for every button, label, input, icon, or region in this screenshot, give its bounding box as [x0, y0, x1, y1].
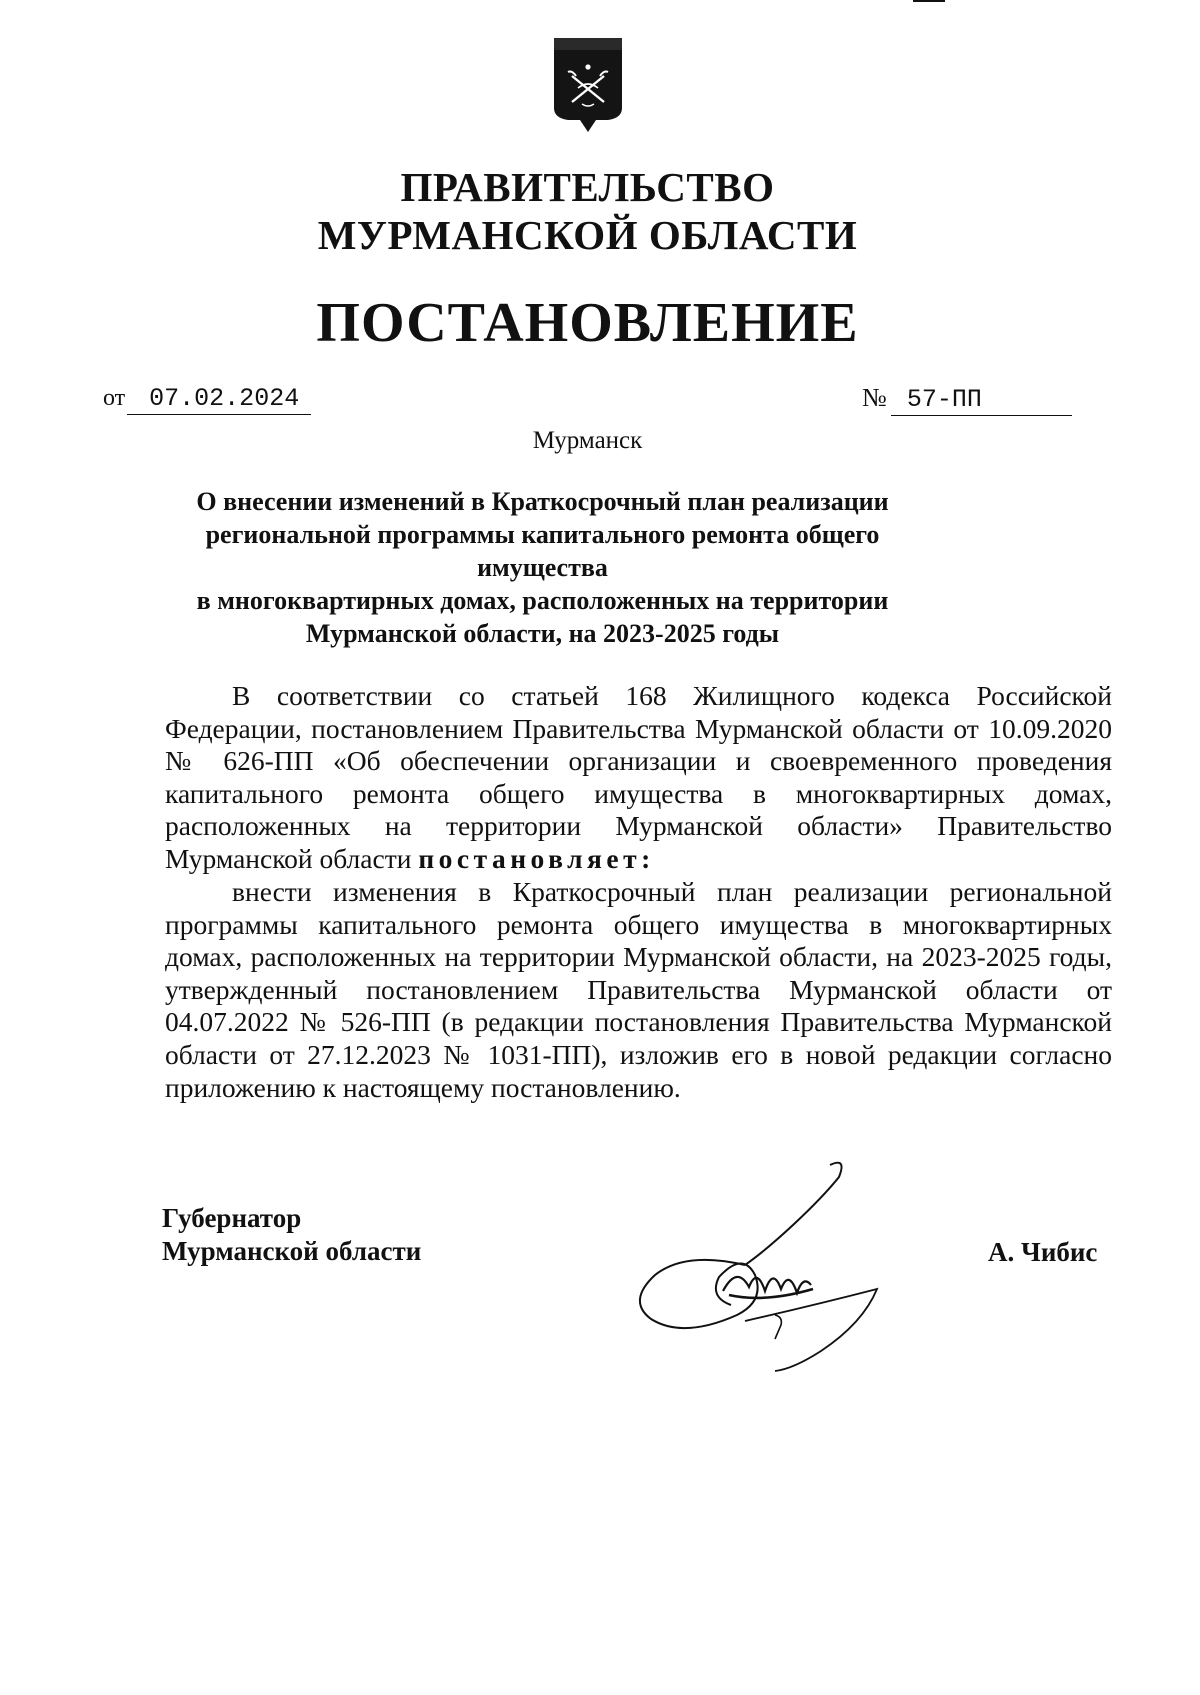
date-value: 07.02.2024 [127, 384, 311, 415]
resolves-keyword: постановляет: [418, 842, 655, 874]
subject-line: региональной программы капитального ремонта общего имущества [205, 520, 880, 582]
document-type-title: ПОСТАНОВЛЕНИЕ [316, 292, 859, 354]
number-field [862, 383, 1072, 416]
preamble-text: В соответствии со статьей 168 Жилищного кодекса Российской Федерации, постановлением Правительства Мурманской области от 10.09.2020 № 626-ПП «Об обеспечении организации и своевременного проведения капитального ремонта общего имущества в многоквартирных домах, расположенных на территории Мурманской области» Правительство Мурманской области [165, 680, 1112, 874]
coat-of-arms-icon [548, 36, 628, 134]
handwritten-signature [625, 1155, 885, 1375]
date-prefix: от [103, 385, 126, 411]
position-line: Губернатор [162, 1203, 302, 1233]
position-line: Мурманской области [162, 1236, 422, 1266]
org-name-line2: МУРМАНСКОЙ ОБЛАСТИ [317, 212, 858, 258]
subject-line: в многоквартирных домах, расположенных на территории [196, 586, 889, 615]
signatory-position [162, 1202, 421, 1268]
body-paragraph-1 [165, 680, 1112, 876]
date-field [103, 383, 311, 415]
number-prefix: № [862, 383, 887, 412]
number-value: 57-ПП [891, 385, 1072, 416]
subject-line: Мурманской области, на 2023-2025 годы [305, 619, 780, 648]
signatory-name: А. Чибис [988, 1237, 1098, 1267]
document-subject [150, 485, 935, 650]
subject-line: О внесении изменений в Краткосрочный план реализации [196, 487, 889, 516]
city-name: Мурманск [532, 427, 643, 454]
top-edge-mark [913, 0, 945, 2]
org-name-line1: ПРАВИТЕЛЬСТВО [400, 164, 775, 210]
body-paragraph-2: внести изменения в Краткосрочный план реализации региональной программы капитального ремонта общего имущества в многоквартирных домах, расположенных на территории Мурманской области, на 2023-2025 годы, утвержденный постановлением Правительства Мурманской области от 04.07.2022 № 526-ПП (в редакции постановления Правительства Мурманской области от 27.12.2023 № 1031-ПП), изложив его в новой редакции согласно приложению к настоящему постановлению. [165, 876, 1112, 1103]
